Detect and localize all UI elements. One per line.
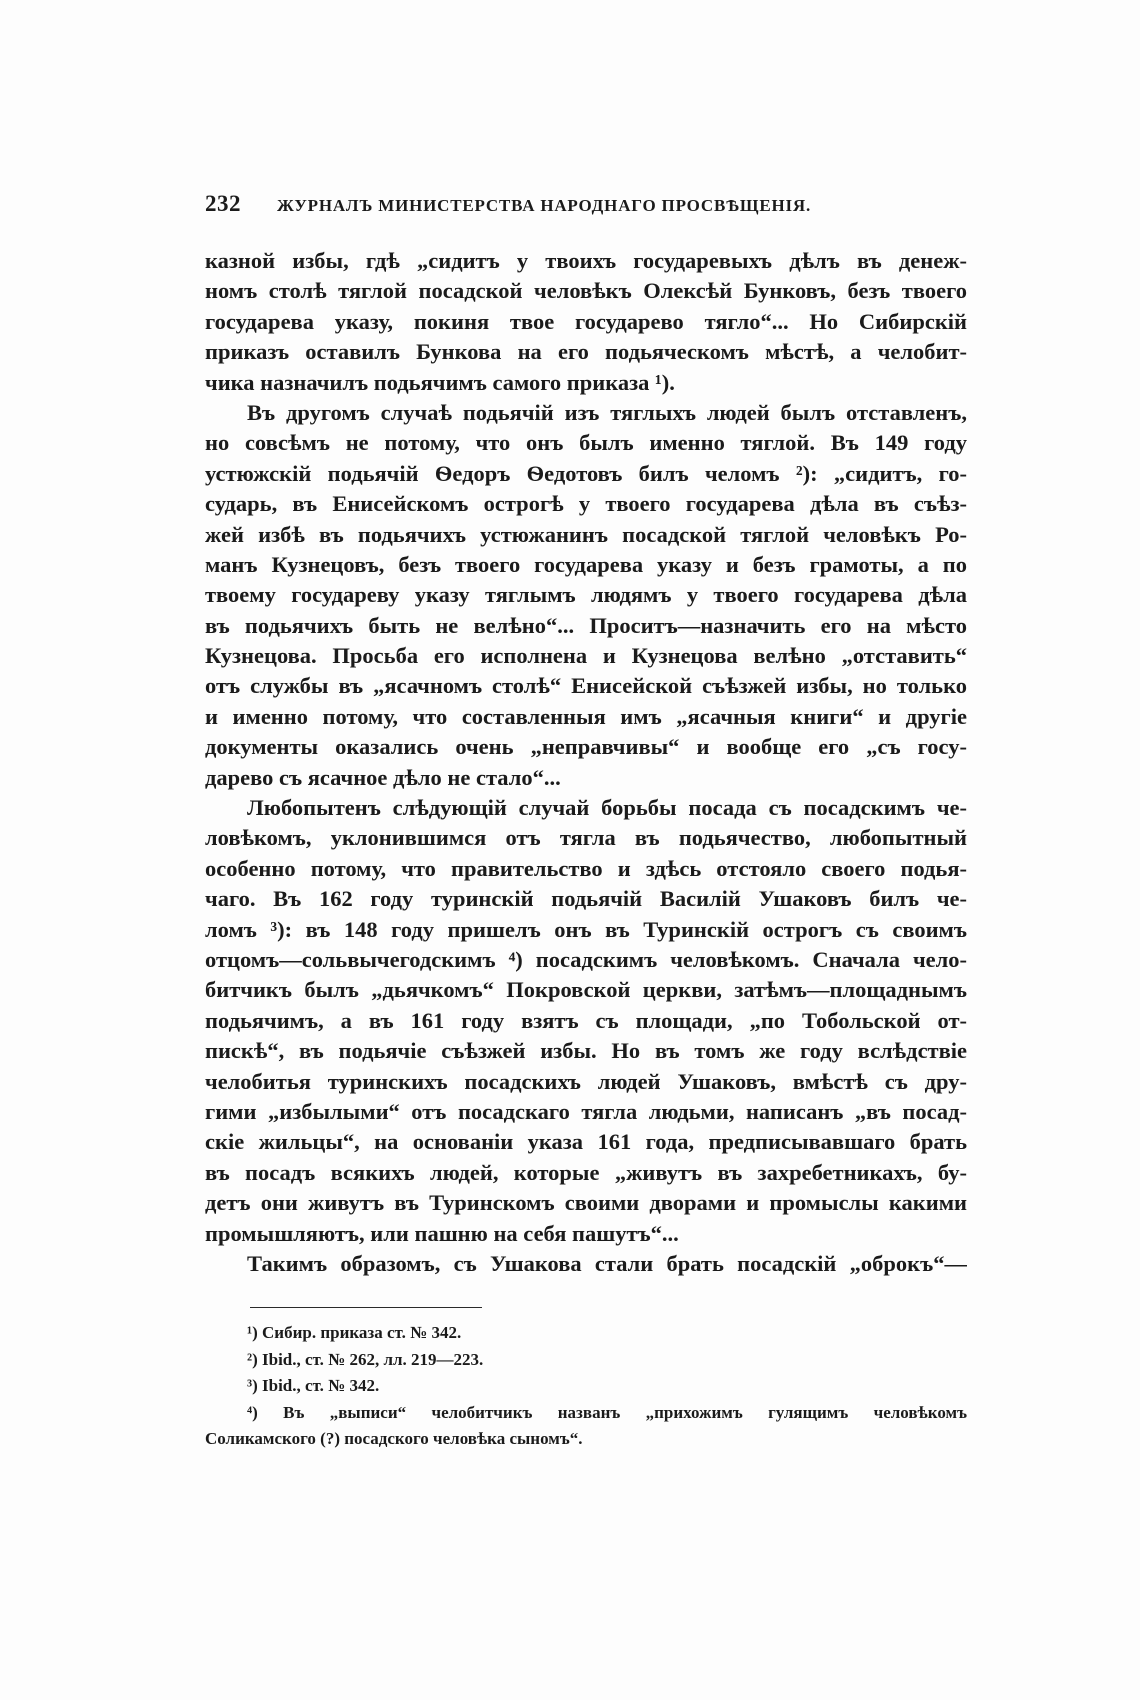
text-line: жей избѣ въ подьячихъ устюжанинъ посадской тяглой человѣкъ Ро- [205, 521, 967, 547]
text-line: подьячимъ, а въ 161 году взятъ съ площади, „по Тобольской от- [205, 1007, 967, 1033]
text-line: челобитья туринскихъ посадскихъ людей Ушаковъ, вмѣстѣ съ дру- [205, 1068, 967, 1094]
footnote: ⁴) Въ „выписи“ челобитчикъ названъ „прихожимъ гулящимъ человѣкомъ [247, 1402, 967, 1422]
text-line: устюжскій подьячій Ѳедоръ Ѳедотовъ билъ челомъ ²): „сидитъ, го- [205, 460, 967, 486]
text-line: сударь, въ Енисейскомъ острогѣ у твоего государева дѣла въ съѣз- [205, 491, 967, 517]
text-line: въ подьячихъ быть не велѣно“... Проситъ—назначить его на мѣсто [205, 612, 967, 638]
text-line: битчикъ былъ „дьячкомъ“ Покровской церкви, затѣмъ—площаднымъ [205, 977, 967, 1003]
text-line: чика назначилъ подьячимъ самого приказа ¹). [205, 369, 675, 395]
footnote: ¹) Сибир. приказа ст. № 342. [247, 1323, 462, 1342]
text-line: особенно потому, что правительство и здѣсь отстояло своего подья- [205, 855, 967, 881]
text-line: манъ Кузнецовъ, безъ твоего государева указу и безъ грамоты, а по [205, 551, 967, 577]
paragraph-start-line: Въ другомъ случаѣ подьячій изъ тяглыхъ людей былъ отставленъ, [247, 399, 967, 425]
footnotes [205, 1320, 967, 1453]
text-line: чаго. Въ 162 году туринскій подьячій Василій Ушаковъ билъ че- [205, 886, 967, 912]
text-line: скіе жильцы“, на основаніи указа 161 года, предписывавшаго брать [205, 1129, 967, 1155]
footnote-continuation: Соликамского (?) посадского человѣка сыномъ“. [205, 1429, 583, 1448]
text-line: пискѣ“, въ подьячіе съѣзжей избы. Но въ томъ же году вслѣдствіе [205, 1038, 967, 1064]
text-line: дарево съ ясачное дѣло не стало“... [205, 764, 561, 790]
text-line: казной избы, гдѣ „сидитъ у твоихъ государевыхъ дѣлъ въ денеж- [205, 248, 967, 273]
page-header [205, 191, 811, 217]
paragraph-start-line: Любопытенъ слѣдующій случай борьбы посада съ посадскимъ че- [247, 795, 967, 821]
main-text [205, 246, 967, 1279]
text-line: ловѣкомъ, уклонившимся отъ тягла въ подьячество, любопытный [205, 825, 967, 851]
text-line: номъ столѣ тяглой посадской человѣкъ Олексѣй Бунковъ, безъ твоего [205, 278, 967, 304]
footnote-divider [250, 1307, 482, 1308]
page-number: 232 [205, 191, 241, 216]
paragraph-start-line: Такимъ образомъ, съ Ушакова стали брать посадскій „оброкъ“— [247, 1250, 967, 1276]
text-line: промышляютъ, или пашню на себя пашутъ“... [205, 1220, 679, 1246]
text-line: но совсѣмъ не потому, что онъ былъ именно тяглой. Въ 149 году [205, 430, 967, 456]
text-line: гими „избылыми“ отъ посадскаго тягла людьми, написанъ „въ посад- [205, 1098, 967, 1124]
text-line: документы оказались очень „неправчивы“ и вообще его „съ госу- [205, 734, 967, 760]
text-line: отъ службы въ „ясачномъ столѣ“ Енисейской съѣзжей избы, но только [205, 673, 967, 699]
footnote: ²) Ibid., ст. № 262, лл. 219—223. [247, 1349, 484, 1369]
text-line: детъ они живутъ въ Туринскомъ своими дворами и промыслы какими [205, 1190, 967, 1216]
running-title: ЖУРНАЛЪ МИНИСТЕРСТВА НАРОДНАГО ПРОСВѢЩЕНІЯ. [277, 196, 812, 215]
text-line: отцомъ—сольвычегодскимъ ⁴) посадскимъ человѣкомъ. Сначала чело- [205, 946, 967, 972]
text-line: и именно потому, что составленныя имъ „ясачныя книги“ и другіе [205, 703, 967, 729]
text-line: Кузнецова. Просьба его исполнена и Кузнецова велѣно „отставить“ [205, 643, 967, 669]
text-line: твоему государеву указу тяглымъ людямъ у твоего государева дѣла [205, 582, 967, 608]
text-line: въ посадъ всякихъ людей, которые „живутъ въ захребетникахъ, бу- [205, 1159, 967, 1185]
text-line: приказъ оставилъ Бункова на его подьяческомъ мѣстѣ, а челобит- [205, 339, 967, 365]
text-line: ломъ ³): въ 148 году пришелъ онъ въ Туринскій острогъ съ своимъ [205, 916, 967, 942]
footnote: ³) Ibid., ст. № 342. [247, 1376, 380, 1395]
text-line: государева указу, покиня твое государево тягло“... Но Сибирскій [205, 308, 967, 334]
